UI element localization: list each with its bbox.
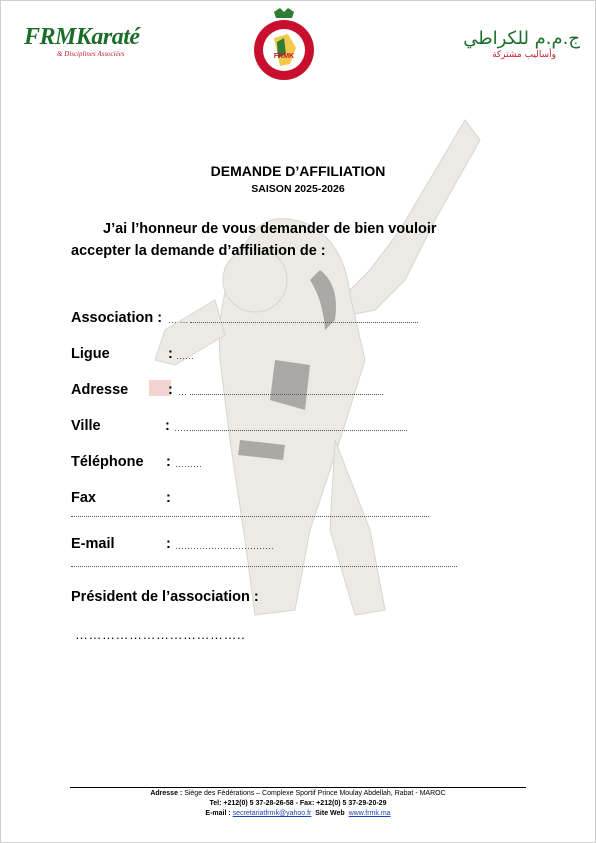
- arabic-logo-sub: وأساليب مشتركة: [492, 50, 556, 60]
- intro-line-1: J’ai l’honneur de vous demander de bien vouloir: [103, 221, 437, 237]
- logo-brand-a: FRMK: [24, 24, 92, 50]
- association-value: … …: [168, 315, 189, 325]
- ligue-value[interactable]: ……: [176, 351, 194, 361]
- footer-email-link[interactable]: secretariatfrmk@yahoo.fr: [232, 810, 312, 817]
- frmk-karate-logo: [24, 24, 144, 68]
- association-field[interactable]: [190, 322, 418, 323]
- ville-value: ……: [174, 423, 192, 433]
- ligue-colon: :: [168, 346, 173, 362]
- ville-field[interactable]: [192, 430, 407, 431]
- fax-field[interactable]: [71, 516, 429, 517]
- seal-text: FRMK: [273, 53, 295, 60]
- adresse-value: …: [178, 387, 187, 397]
- ville-label: Ville: [71, 418, 101, 434]
- logo-subtitle: & Disciplines Associées: [57, 50, 125, 58]
- telephone-label: Téléphone: [71, 454, 144, 470]
- footer-site-link[interactable]: www.frmk.ma: [348, 810, 391, 817]
- logo-brand-b: araté: [91, 24, 140, 50]
- intro-paragraph: [71, 218, 501, 262]
- footer-tel-label: Tel:: [209, 800, 222, 807]
- email-value[interactable]: ……………………………: [175, 541, 274, 551]
- intro-line-2: accepter la demande d’affiliation de :: [71, 243, 326, 259]
- adresse-colon: :: [168, 382, 173, 398]
- federation-seal-icon: [244, 8, 324, 80]
- ville-colon: :: [165, 418, 170, 434]
- fax-label: Fax: [71, 490, 96, 506]
- footer-phone: [0, 799, 596, 809]
- footer-divider: [70, 787, 526, 788]
- email-label: E-mail: [71, 536, 115, 552]
- telephone-value[interactable]: ………: [175, 459, 202, 469]
- season-label: SAISON 2025-2026: [251, 183, 345, 195]
- association-label: Association :: [71, 310, 163, 326]
- document-title: DEMANDE D’AFFILIATION: [210, 163, 386, 179]
- telephone-colon: :: [166, 454, 171, 470]
- president-label: Président de l’association :: [71, 589, 259, 605]
- email-colon: :: [166, 536, 171, 552]
- ligue-label: Ligue: [71, 346, 110, 362]
- footer-email-label: E-mail :: [205, 810, 231, 817]
- footer-address: [0, 789, 596, 799]
- footer-contact: [0, 809, 596, 819]
- footer-address-text: Siège des Fédérations – Complexe Sportif Prince Moulay Abdellah, Rabat - MAROC: [182, 790, 446, 797]
- fax-colon: :: [166, 490, 171, 506]
- footer-site-label: Site Web: [315, 810, 345, 817]
- president-value[interactable]: ………………………………..: [75, 627, 246, 642]
- adresse-label: Adresse: [71, 382, 129, 398]
- email-extra-line[interactable]: [71, 566, 457, 567]
- adresse-field[interactable]: [190, 394, 383, 395]
- footer-address-label: Adresse :: [150, 790, 183, 797]
- arabic-logo-main: ج.م.م للكراطي: [463, 28, 580, 49]
- arabic-logo: [440, 28, 580, 64]
- footer-tel-text: +212(0) 5 37-28-26-58 - Fax: +212(0) 5 37-29-20-29: [221, 800, 387, 807]
